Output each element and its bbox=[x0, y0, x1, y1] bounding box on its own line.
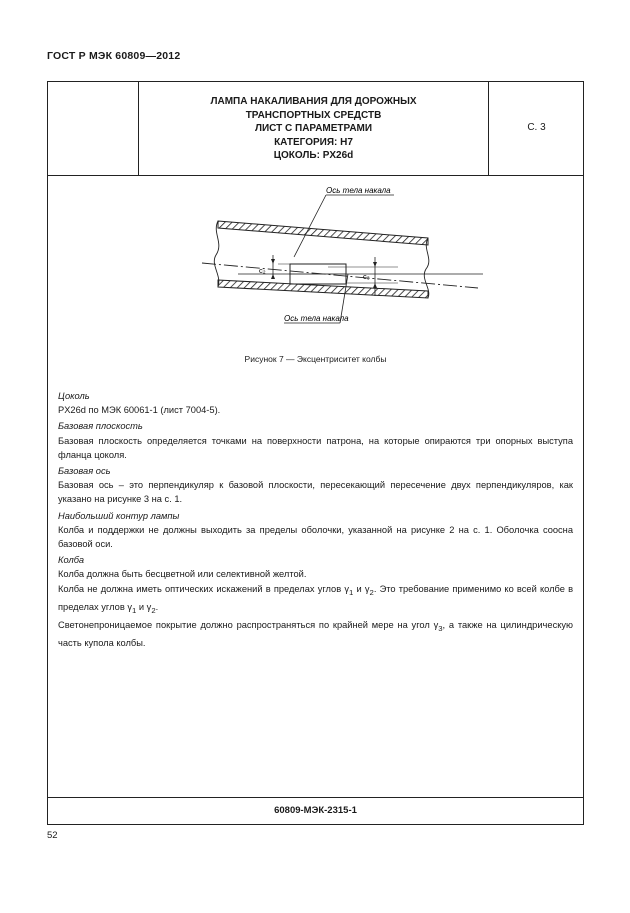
dim-c2-label: c₂ bbox=[259, 266, 266, 275]
label-filament-axis-bottom: Ось тела накала bbox=[284, 314, 349, 323]
section-heading-cap: Цоколь bbox=[58, 391, 90, 401]
label-filament-axis-top: Ось тела накала bbox=[326, 186, 391, 195]
section-text-cap: PX26d по МЭК 60061-1 (лист 7004-5). bbox=[58, 405, 221, 416]
title-block-left-cell bbox=[48, 82, 139, 175]
title-block-title bbox=[139, 82, 489, 175]
section-heading-plane: Базовая плоскость bbox=[58, 421, 143, 432]
section-text-bulb-1: Колба должна быть бесцветной или селективной желтой. bbox=[58, 569, 307, 580]
figure-caption: Рисунок 7 — Эксцентриситет колбы bbox=[244, 354, 387, 364]
title-line: КАТЕГОРИЯ: H7 bbox=[274, 136, 353, 148]
title-line: ЦОКОЛЬ: PX26d bbox=[273, 150, 354, 161]
right-break bbox=[424, 238, 429, 298]
section-heading-bulb: Колба bbox=[58, 555, 85, 566]
section-text-plane: Базовая плоскость определяется точками на поверхности патрона, на которые опираются три опорных выступа фланца цоколя. bbox=[58, 435, 573, 460]
title-line: ТРАНСПОРТНЫХ СРЕДСТВ bbox=[245, 109, 382, 121]
dim-c3-label: c₃ bbox=[363, 272, 370, 281]
title-block bbox=[48, 82, 583, 176]
bulb-eccentricity-figure bbox=[198, 185, 498, 345]
title-line: ЛАМПА НАКАЛИВАНИЯ ДЛЯ ДОРОЖНЫХ bbox=[210, 96, 417, 107]
upper-wall bbox=[218, 221, 428, 245]
sheet-frame bbox=[47, 81, 584, 825]
section-text-axis: Базовая ось – это перпендикуляр к базовой плоскости, пересекающий пересечение двух перпендикуляров, как указано на рисунке 3 на с. 1. bbox=[58, 480, 573, 505]
page-number: 52 bbox=[47, 830, 58, 841]
body-text bbox=[58, 387, 573, 650]
section-text-bulb-3: Светонепроницаемое покрытие должно распространяться по крайней мере на угол $\gamma_3$, а также на цилиндрическую часть купола колбы. bbox=[58, 619, 574, 648]
section-heading-axis: Базовая ось bbox=[58, 466, 111, 477]
footer-code: 60809-МЭК-2315-1 bbox=[48, 797, 583, 824]
section-text-bulb-2: Колба не должна иметь оптических искажений в пределах углов $\gamma_1$ и $\gamma_2$. Это требование применимо ко всей колбе в пределах углов $\gamma_1$ и $\gamma_2$. bbox=[58, 583, 574, 615]
standard-header: ГОСТ Р МЭК 60809—2012 bbox=[47, 50, 181, 62]
sheet-number: С. 3 bbox=[527, 122, 546, 133]
section-text-contour: Колба и поддержки не должны выходить за пределы оболочки, указанной на рисунке 2 на с. 1. Оболочка соосна базовой оси. bbox=[58, 524, 573, 550]
section-heading-contour: Наибольший контур лампы bbox=[58, 510, 180, 521]
title-line: ЛИСТ С ПАРАМЕТРАМИ bbox=[254, 123, 373, 134]
left-break bbox=[214, 221, 219, 287]
